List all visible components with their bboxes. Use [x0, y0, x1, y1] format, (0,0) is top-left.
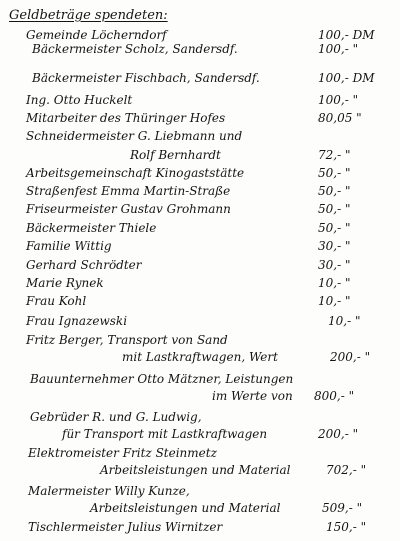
- donor-name: Schneidermeister G. Liebmann und: [26, 129, 243, 143]
- donation-amount: 50,- ": [318, 221, 351, 235]
- donor-name: Gemeinde Löcherndorf: [26, 28, 167, 42]
- donation-amount: 150,- ": [326, 520, 367, 534]
- donor-name: Elektromeister Fritz Steinmetz: [28, 446, 217, 460]
- donation-amount: 509,- ": [322, 501, 363, 515]
- donation-amount: 30,- ": [318, 239, 351, 253]
- donation-amount: 100,- ": [318, 93, 359, 107]
- donor-name: Arbeitsleistungen und Material: [100, 463, 291, 477]
- donor-name: Gerhard Schrödter: [26, 258, 142, 272]
- donor-name: Malermeister Willy Kunze,: [28, 484, 190, 498]
- donor-name: Arbeitsleistungen und Material: [90, 501, 281, 515]
- donor-name: Frau Kohl: [26, 294, 87, 308]
- donor-name: Straßenfest Emma Martin-Straße: [26, 184, 231, 198]
- donor-name: Bauunternehmer Otto Mätzner, Leistungen: [30, 372, 294, 386]
- donation-amount: 100,- DM: [318, 28, 375, 42]
- donation-amount: 50,- ": [318, 166, 351, 180]
- donor-name: mit Lastkraftwagen, Wert: [122, 350, 278, 364]
- donation-amount: 100,- DM: [318, 71, 375, 85]
- donor-name: Mitarbeiter des Thüringer Hofes: [26, 111, 226, 125]
- donor-name: im Werte von: [212, 389, 293, 403]
- donation-amount: 50,- ": [318, 184, 351, 198]
- donor-name: Rolf Bernhardt: [130, 148, 221, 162]
- list-heading: Geldbeträge spendeten:: [9, 8, 168, 23]
- donation-amount: 50,- ": [318, 202, 351, 216]
- donation-amount: 702,- ": [326, 463, 367, 477]
- donor-name: Gebrüder R. und G. Ludwig,: [30, 410, 202, 424]
- donor-name: Friseurmeister Gustav Grohmann: [26, 202, 231, 216]
- donation-amount: 10,- ": [318, 276, 351, 290]
- donation-amount: 72,- ": [318, 148, 351, 162]
- donor-name: Arbeitsgemeinschaft Kinogaststätte: [26, 166, 245, 180]
- donation-amount: 10,- ": [328, 314, 361, 328]
- donation-amount: 800,- ": [314, 389, 355, 403]
- donor-name: Marie Rynek: [26, 276, 104, 290]
- donor-name: für Transport mit Lastkraftwagen: [62, 427, 268, 441]
- donor-name: Fritz Berger, Transport von Sand: [26, 333, 228, 347]
- donation-amount: 30,- ": [318, 258, 351, 272]
- donor-name: Frau Ignazewski: [26, 314, 128, 328]
- donor-name: Familie Wittig: [26, 239, 112, 253]
- donation-amount: 200,- ": [330, 350, 371, 364]
- donation-amount: 200,- ": [318, 427, 359, 441]
- donation-amount: 80,05 ": [318, 111, 362, 125]
- donor-name: Ing. Otto Huckelt: [26, 93, 133, 107]
- donor-name: Bäckermeister Scholz, Sandersdf.: [32, 42, 238, 56]
- donor-name: Tischlermeister Julius Wirnitzer: [28, 520, 223, 534]
- donor-name: Bäckermeister Fischbach, Sandersdf.: [32, 71, 260, 85]
- donor-name: Bäckermeister Thiele: [26, 221, 157, 235]
- donation-amount: 100,- ": [318, 42, 359, 56]
- donation-amount: 10,- ": [318, 294, 351, 308]
